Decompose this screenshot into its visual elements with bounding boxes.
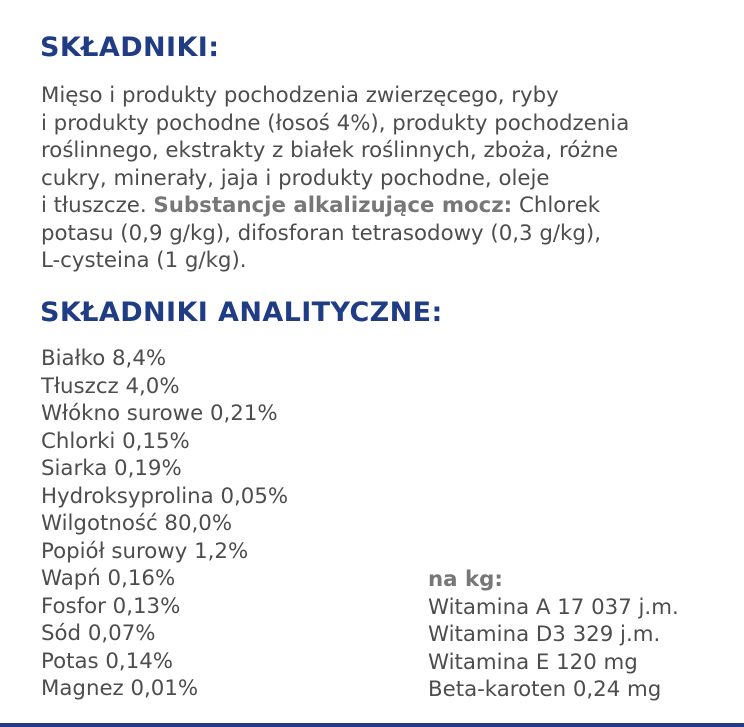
ingredients-line: L-cysteina (1 g/kg).	[41, 248, 247, 273]
urine-alkalizing-label: Substancje alkalizujące mocz:	[153, 193, 513, 218]
per-kg-list	[428, 594, 679, 704]
ingredients-line: i produkty pochodne (łosoś 4%), produkty pochodzenia	[41, 110, 630, 136]
analytical-item: Sód 0,07%	[41, 621, 156, 646]
ingredients-line: i tłuszcze.	[41, 193, 147, 218]
vitamin-item: Beta-karoten 0,24 mg	[428, 677, 662, 702]
vitamin-item: Witamina E 120 mg	[428, 649, 638, 675]
per-kg-label: na kg:	[428, 567, 503, 592]
ingredients-heading: SKŁADNIKI:	[40, 32, 220, 63]
analytical-item: Białko 8,4%	[41, 346, 167, 371]
analytical-heading: SKŁADNIKI ANALITYCZNE:	[40, 297, 443, 328]
analytical-item: Wilgotność 80,0%	[41, 511, 233, 536]
ingredients-line: roślinnego, ekstrakty z białek roślinnych, zboża, różne	[41, 138, 619, 163]
analytical-item: Hydroksyprolina 0,05%	[41, 483, 289, 509]
analytical-item: Magnez 0,01%	[41, 676, 199, 701]
analytical-item: Potas 0,14%	[41, 648, 174, 674]
ingredients-text	[41, 82, 731, 275]
ingredients-line: potasu (0,9 g/kg), difosforan tetrasodowy (0,3 g/kg),	[41, 220, 601, 246]
ingredients-line: Mięso i produkty pochodzenia zwierzęcego, ryby	[41, 83, 559, 108]
vitamin-item: Witamina D3 329 j.m.	[428, 622, 661, 647]
ingredients-line: Chlorek	[518, 193, 601, 218]
per-kg-section	[428, 566, 679, 704]
analytical-item: Siarka 0,19%	[41, 456, 182, 481]
analytical-item: Włókno surowe 0,21%	[41, 401, 278, 426]
analytical-item: Fosfor 0,13%	[41, 593, 181, 619]
analytical-item: Chlorki 0,15%	[41, 428, 190, 454]
analytical-item: Tłuszcz 4,0%	[41, 373, 180, 399]
vitamin-item: Witamina A 17 037 j.m.	[428, 594, 679, 620]
analytical-item: Popiół surowy 1,2%	[41, 538, 249, 564]
bottom-divider	[0, 723, 744, 727]
ingredients-line: cukry, minerały, jaja i produkty pochodne, oleje	[41, 165, 550, 191]
analytical-list	[41, 345, 288, 703]
analytical-item: Wapń 0,16%	[41, 566, 176, 591]
